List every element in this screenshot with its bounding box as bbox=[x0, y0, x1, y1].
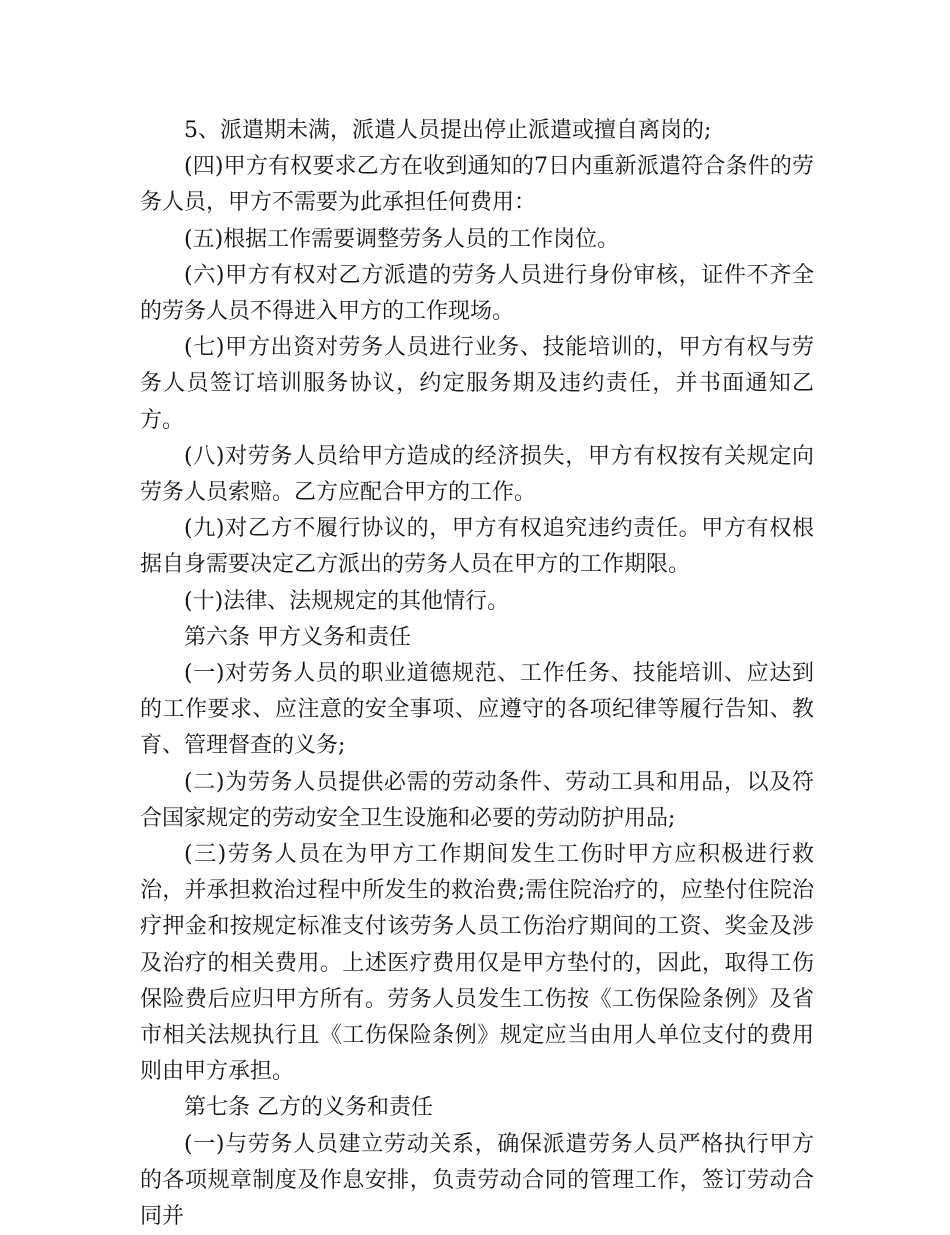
paragraph-clause-4-reassign: (四)甲方有权要求乙方在收到通知的7日内重新派遣符合条件的劳务人员，甲方不需要为此承担任何费用： bbox=[140, 154, 814, 216]
paragraph-clause-6-identity-check: (六)甲方有权对乙方派遣的劳务人员进行身份审核，证件不齐全的劳务人员不得进入甲方的工作现场。 bbox=[140, 262, 814, 325]
section-heading-article-7: 第七条 乙方的义务和责任 bbox=[184, 1095, 433, 1121]
paragraph-article-6-clause-1: (一)对劳务人员的职业道德规范、工作任务、技能培训、应达到的工作要求、应注意的安全事项、应遵守的各项纪律等履行告知、教育、管理督查的义务; bbox=[140, 661, 814, 759]
paragraph-article-6-clause-2: (二)为劳务人员提供必需的劳动条件、劳动工具和用品，以及符合国家规定的劳动安全卫生设施和必要的劳动防护用品; bbox=[140, 769, 814, 831]
section-heading-article-6: 第六条 甲方义务和责任 bbox=[184, 624, 411, 650]
paragraph-clause-8-compensation: (八)对劳务人员给甲方造成的经济损失，甲方有权按有关规定向劳务人员索赔。乙方应配合甲方的工作。 bbox=[140, 443, 814, 506]
paragraph-item-5-withdrawal: 5、派遣期未满，派遣人员提出停止派遣或擅自离岗的; bbox=[184, 118, 712, 143]
paragraph-article-6-clause-3: (三)劳务人员在为甲方工作期间发生工伤时甲方应积极进行救治，并承担救治过程中所发生的救治费;需住院治疗的，应垫付住院治疗押金和按规定标准支付该劳务人员工伤治疗期间的工资、奖金及涉及治疗的相关费用。上述医疗费用仅是甲方垫付的，因此，取得工伤保险费后应归甲方所有。劳务人员发生工伤按《工伤保险条例》及省市相关法规执行且《工伤保险条例》规定应当由用人单位支付的费用则由甲方承担。 bbox=[140, 842, 814, 1085]
paragraph-clause-10-other: (十)法律、法规规定的其他情行。 bbox=[184, 588, 510, 614]
paragraph-clause-7-training: (七)甲方出资对劳务人员进行业务、技能培训的，甲方有权与劳务人员签订培训服务协议，约定服务期及违约责任，并书面通知乙方。 bbox=[140, 335, 814, 433]
paragraph-article-7-clause-1: (一)与劳务人员建立劳动关系，确保派遣劳务人员严格执行甲方的各项规章制度及作息安排，负责劳动合同的管理工作，签订劳动合同并 bbox=[140, 1131, 814, 1230]
paragraph-clause-5-adjust-post: (五)根据工作需要调整劳务人员的工作岗位。 bbox=[184, 226, 620, 252]
paragraph-clause-9-breach: (九)对乙方不履行协议的，甲方有权追究违约责任。甲方有权根据自身需要决定乙方派出的劳务人员在甲方的工作期限。 bbox=[140, 516, 814, 578]
